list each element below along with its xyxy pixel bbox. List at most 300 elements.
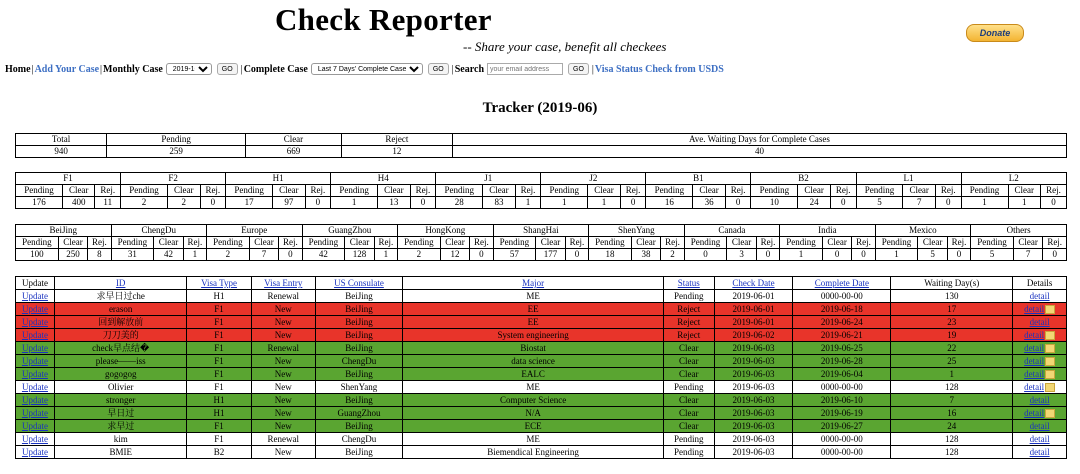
stat-group-name: ChengDu <box>111 225 207 237</box>
case-major: data science <box>403 355 664 368</box>
visa-type-stats-table <box>15 172 1067 209</box>
case-consulate: ShenYang <box>315 381 402 394</box>
case-visa: H1 <box>187 394 251 407</box>
case-major: ECE <box>403 420 664 433</box>
detail-link[interactable]: detail <box>1024 304 1045 314</box>
stat-value: 2 <box>398 249 441 261</box>
column-header[interactable] <box>251 277 315 290</box>
case-wait: 130 <box>891 290 1013 303</box>
note-icon[interactable] <box>1045 344 1055 353</box>
column-sort-link[interactable]: Check Date <box>732 278 775 288</box>
update-link[interactable]: Update <box>21 421 48 431</box>
search-email-input[interactable] <box>487 63 563 75</box>
detail-link[interactable]: detail <box>1029 317 1050 327</box>
note-icon[interactable] <box>1045 409 1055 418</box>
note-icon[interactable] <box>1045 383 1055 392</box>
cases-table <box>15 276 1067 459</box>
case-entry: Renewal <box>251 433 315 446</box>
summary-header: Clear <box>245 134 341 146</box>
stat-sub-header: Clear <box>440 237 470 249</box>
stat-value: 1 <box>875 249 918 261</box>
stat-value: 12 <box>440 249 470 261</box>
table-row <box>16 329 1067 342</box>
case-complete: 2019-06-18 <box>793 303 891 316</box>
stat-sub-header: Clear <box>58 237 88 249</box>
case-visa: F1 <box>187 433 251 446</box>
update-link[interactable]: Update <box>21 434 48 444</box>
case-entry: New <box>251 446 315 459</box>
update-cell <box>16 316 55 329</box>
stat-sub-header: Rej. <box>756 237 779 249</box>
stat-group-name: HongKong <box>398 225 494 237</box>
summary-header: Total <box>16 134 107 146</box>
case-complete: 0000-00-00 <box>793 290 891 303</box>
case-major: EE <box>403 316 664 329</box>
stat-value: 13 <box>378 197 410 209</box>
stat-value: 11 <box>95 197 121 209</box>
update-link[interactable]: Update <box>21 291 48 301</box>
stat-value: 1 <box>780 249 823 261</box>
stat-value: 3 <box>727 249 757 261</box>
summary-header: Pending <box>107 134 246 146</box>
case-visa: F1 <box>187 368 251 381</box>
stat-sub-header: Pending <box>121 185 168 197</box>
stat-sub-header: Clear <box>536 237 566 249</box>
nav-bar <box>5 62 724 76</box>
column-header[interactable] <box>664 277 714 290</box>
case-status: Clear <box>664 355 714 368</box>
details-cell <box>1013 303 1067 316</box>
case-id: check早点结� <box>54 342 187 355</box>
summary-value: 12 <box>341 146 452 158</box>
stat-value: 1 <box>1008 197 1040 209</box>
case-status: Reject <box>664 303 714 316</box>
case-consulate: GuangZhou <box>315 407 402 420</box>
case-status: Clear <box>664 420 714 433</box>
update-link[interactable]: Update <box>21 304 48 314</box>
monthly-case-label: Monthly Case <box>103 63 163 75</box>
search-go-button[interactable]: GO <box>568 63 589 75</box>
case-status: Pending <box>664 433 714 446</box>
stat-sub-header: Pending <box>226 185 273 197</box>
stat-sub-header: Rej. <box>374 237 397 249</box>
case-status: Clear <box>664 342 714 355</box>
update-link[interactable]: Update <box>21 408 48 418</box>
stat-group-name: F1 <box>16 173 121 185</box>
column-sort-link[interactable]: Major <box>522 278 545 288</box>
case-wait: 7 <box>891 394 1013 407</box>
detail-link[interactable]: detail <box>1024 408 1045 418</box>
stat-group-name: Others <box>971 225 1067 237</box>
stat-value: 24 <box>798 197 830 209</box>
stat-value: 177 <box>536 249 566 261</box>
detail-link[interactable]: detail <box>1029 395 1050 405</box>
case-status: Clear <box>664 368 714 381</box>
stat-sub-header: Rej. <box>410 185 436 197</box>
stat-group-name: J1 <box>436 173 541 185</box>
stat-group-name: Canada <box>684 225 780 237</box>
table-row <box>16 342 1067 355</box>
update-cell <box>16 368 55 381</box>
case-visa: F1 <box>187 355 251 368</box>
stat-sub-header: Clear <box>168 185 200 197</box>
case-wait: 19 <box>891 329 1013 342</box>
case-status: Pending <box>664 290 714 303</box>
stat-group-name: B1 <box>646 173 751 185</box>
stat-value: 0 <box>725 197 751 209</box>
case-id: 刀刀美的 <box>54 329 187 342</box>
search-label: Search <box>454 63 485 75</box>
case-id: BMIE <box>54 446 187 459</box>
monthly-case-select[interactable] <box>166 63 212 75</box>
nav-home[interactable]: Home <box>5 63 31 75</box>
update-cell <box>16 355 55 368</box>
stat-value: 0 <box>852 249 875 261</box>
case-entry: New <box>251 368 315 381</box>
complete-go-button[interactable]: GO <box>428 63 449 75</box>
stat-sub-header: Pending <box>541 185 588 197</box>
stat-sub-header: Pending <box>751 185 798 197</box>
complete-case-label: Complete Case <box>243 63 308 75</box>
update-cell <box>16 420 55 433</box>
detail-link[interactable]: detail <box>1029 434 1050 444</box>
column-header[interactable] <box>714 277 793 290</box>
table-row <box>16 303 1067 316</box>
case-major: N/A <box>403 407 664 420</box>
case-complete: 2019-06-27 <box>793 420 891 433</box>
stat-sub-header: Pending <box>856 185 903 197</box>
stat-sub-header: Clear <box>483 185 515 197</box>
note-icon[interactable] <box>1045 370 1055 379</box>
case-wait: 1 <box>891 368 1013 381</box>
column-header: Update <box>16 277 55 290</box>
details-cell <box>1013 290 1067 303</box>
stat-group-name: H4 <box>331 173 436 185</box>
nav-separator: | <box>451 63 454 75</box>
stat-sub-header: Pending <box>207 237 250 249</box>
stat-value: 0 <box>565 249 588 261</box>
case-complete: 2019-06-25 <box>793 342 891 355</box>
case-visa: F1 <box>187 342 251 355</box>
page-title: Check Reporter <box>275 2 492 37</box>
stat-value: 1 <box>961 197 1008 209</box>
stat-value: 1 <box>588 197 620 209</box>
stat-value: 7 <box>1013 249 1043 261</box>
case-consulate: BeiJing <box>315 368 402 381</box>
details-cell <box>1013 407 1067 420</box>
stat-value: 0 <box>756 249 779 261</box>
stat-sub-header: Clear <box>1013 237 1043 249</box>
case-id: 早日过 <box>54 407 187 420</box>
case-major: EE <box>403 303 664 316</box>
stat-value: 42 <box>302 249 345 261</box>
update-cell <box>16 381 55 394</box>
stat-value: 28 <box>436 197 483 209</box>
update-cell <box>16 303 55 316</box>
stat-value: 0 <box>200 197 226 209</box>
stat-value: 31 <box>111 249 154 261</box>
update-link[interactable]: Update <box>21 317 48 327</box>
stat-value: 5 <box>971 249 1014 261</box>
column-header[interactable] <box>403 277 664 290</box>
nav-separator: | <box>100 63 103 75</box>
stat-sub-header: Rej. <box>470 237 493 249</box>
detail-link[interactable]: detail <box>1029 291 1050 301</box>
stat-value: 0 <box>822 249 852 261</box>
table-row <box>16 446 1067 459</box>
column-sort-link[interactable]: Complete Date <box>814 278 869 288</box>
update-cell <box>16 407 55 420</box>
consulate-stats-table <box>15 224 1067 261</box>
case-entry: New <box>251 394 315 407</box>
case-id: Olivier <box>54 381 187 394</box>
case-complete: 2019-06-28 <box>793 355 891 368</box>
case-visa: F1 <box>187 303 251 316</box>
nav-add-case-link[interactable]: Add Your Case <box>34 63 100 75</box>
stat-sub-header: Pending <box>16 237 59 249</box>
case-check: 2019-06-03 <box>714 355 793 368</box>
stat-value: 97 <box>273 197 305 209</box>
stat-value: 0 <box>947 249 970 261</box>
case-entry: New <box>251 407 315 420</box>
table-row <box>16 394 1067 407</box>
table-row <box>16 368 1067 381</box>
case-check: 2019-06-02 <box>714 329 793 342</box>
stat-sub-header: Clear <box>154 237 184 249</box>
update-link[interactable]: Update <box>21 343 48 353</box>
case-entry: New <box>251 355 315 368</box>
stat-value: 2 <box>168 197 200 209</box>
case-wait: 23 <box>891 316 1013 329</box>
column-sort-link[interactable]: ID <box>115 278 126 288</box>
update-link[interactable]: Update <box>21 382 48 392</box>
detail-link[interactable]: detail <box>1029 447 1050 457</box>
case-entry: New <box>251 420 315 433</box>
case-major: Biemendical Engineering <box>403 446 664 459</box>
detail-link[interactable]: detail <box>1024 356 1045 366</box>
stat-value: 1 <box>541 197 588 209</box>
stat-sub-header: Clear <box>693 185 725 197</box>
case-consulate: ChengDu <box>315 433 402 446</box>
stat-group-name: Europe <box>207 225 303 237</box>
stat-value: 1 <box>331 197 378 209</box>
column-sort-link[interactable]: Visa Entry <box>264 278 303 288</box>
visa-status-link[interactable]: Visa Status Check from USDS <box>594 63 724 75</box>
stat-sub-header: Rej. <box>200 185 226 197</box>
case-consulate: BeiJing <box>315 316 402 329</box>
case-entry: Renewal <box>251 342 315 355</box>
stat-sub-header: Rej. <box>852 237 875 249</box>
summary-value: 259 <box>107 146 246 158</box>
stat-sub-header: Clear <box>249 237 279 249</box>
case-entry: New <box>251 316 315 329</box>
case-major: System engineering <box>403 329 664 342</box>
details-cell <box>1013 368 1067 381</box>
table-row <box>16 381 1067 394</box>
case-id: 求早过 <box>54 420 187 433</box>
details-cell <box>1013 329 1067 342</box>
stat-value: 2 <box>661 249 684 261</box>
case-entry: Renewal <box>251 290 315 303</box>
summary-value: 40 <box>452 146 1066 158</box>
page-subtitle: -- Share your case, benefit all checkees <box>463 39 667 54</box>
detail-link[interactable]: detail <box>1024 369 1045 379</box>
stat-sub-header: Pending <box>971 237 1014 249</box>
stat-group-name: J2 <box>541 173 646 185</box>
column-header[interactable] <box>315 277 402 290</box>
table-row <box>16 290 1067 303</box>
case-id: 回到解放前 <box>54 316 187 329</box>
nav-separator: | <box>31 63 34 75</box>
stat-group-name: BeiJing <box>16 225 112 237</box>
monthly-go-button[interactable]: GO <box>217 63 238 75</box>
details-cell <box>1013 433 1067 446</box>
case-check: 2019-06-03 <box>714 446 793 459</box>
stat-sub-header: Pending <box>436 185 483 197</box>
stat-sub-header: Pending <box>331 185 378 197</box>
case-wait: 17 <box>891 303 1013 316</box>
stat-value: 5 <box>856 197 903 209</box>
column-header[interactable] <box>793 277 891 290</box>
stat-value: 0 <box>935 197 961 209</box>
detail-link[interactable]: detail <box>1024 382 1045 392</box>
update-cell <box>16 433 55 446</box>
stat-value: 0 <box>305 197 331 209</box>
stat-sub-header: Pending <box>780 237 823 249</box>
case-check: 2019-06-03 <box>714 381 793 394</box>
stat-value: 0 <box>1041 197 1067 209</box>
stat-sub-header: Clear <box>378 185 410 197</box>
stat-value: 2 <box>207 249 250 261</box>
case-wait: 24 <box>891 420 1013 433</box>
stat-group-name: GuangZhou <box>302 225 398 237</box>
case-major: Biostat <box>403 342 664 355</box>
update-link[interactable]: Update <box>21 369 48 379</box>
update-cell <box>16 446 55 459</box>
case-consulate: BeiJing <box>315 290 402 303</box>
stat-group-name: Mexico <box>875 225 971 237</box>
detail-link[interactable]: detail <box>1029 421 1050 431</box>
column-header[interactable] <box>187 277 251 290</box>
stat-value: 7 <box>249 249 279 261</box>
case-check: 2019-06-03 <box>714 368 793 381</box>
column-sort-link[interactable]: Visa Type <box>201 278 238 288</box>
case-check: 2019-06-03 <box>714 394 793 407</box>
update-cell <box>16 394 55 407</box>
case-visa: F1 <box>187 329 251 342</box>
details-cell <box>1013 394 1067 407</box>
update-link[interactable]: Update <box>21 395 48 405</box>
stat-value: 100 <box>16 249 59 261</box>
note-icon[interactable] <box>1045 305 1055 314</box>
case-status: Clear <box>664 394 714 407</box>
case-consulate: ChengDu <box>315 355 402 368</box>
stat-value: 0 <box>830 197 856 209</box>
case-check: 2019-06-03 <box>714 407 793 420</box>
stat-value: 0 <box>684 249 727 261</box>
column-sort-link[interactable]: Status <box>677 278 700 288</box>
case-complete: 0000-00-00 <box>793 446 891 459</box>
stat-sub-header: Pending <box>646 185 693 197</box>
stat-sub-header: Rej. <box>620 185 646 197</box>
case-visa: F1 <box>187 316 251 329</box>
note-icon[interactable] <box>1045 357 1055 366</box>
detail-link[interactable]: detail <box>1024 343 1045 353</box>
stat-sub-header: Rej. <box>88 237 111 249</box>
column-header[interactable] <box>54 277 187 290</box>
update-link[interactable]: Update <box>21 447 48 457</box>
case-consulate: BeiJing <box>315 342 402 355</box>
case-wait: 128 <box>891 381 1013 394</box>
stat-group-name: ShangHai <box>493 225 589 237</box>
stat-sub-header: Clear <box>918 237 948 249</box>
stat-sub-header: Pending <box>875 237 918 249</box>
stat-value: 57 <box>493 249 536 261</box>
stat-group-name: B2 <box>751 173 856 185</box>
case-consulate: BeiJing <box>315 420 402 433</box>
stat-sub-header: Clear <box>631 237 661 249</box>
case-complete: 2019-06-10 <box>793 394 891 407</box>
table-row <box>16 316 1067 329</box>
stat-group-name: India <box>780 225 876 237</box>
stat-sub-header: Rej. <box>565 237 588 249</box>
stat-sub-header: Rej. <box>1043 237 1067 249</box>
update-link[interactable]: Update <box>21 356 48 366</box>
case-wait: 128 <box>891 433 1013 446</box>
stat-value: 17 <box>226 197 273 209</box>
stat-value: 0 <box>410 197 436 209</box>
stat-sub-header: Rej. <box>830 185 856 197</box>
stat-sub-header: Pending <box>302 237 345 249</box>
stat-value: 42 <box>154 249 184 261</box>
stat-value: 18 <box>589 249 632 261</box>
stat-sub-header: Pending <box>961 185 1008 197</box>
stat-group-name: L2 <box>961 173 1066 185</box>
case-check: 2019-06-01 <box>714 316 793 329</box>
case-consulate: BeiJing <box>315 303 402 316</box>
details-cell <box>1013 342 1067 355</box>
stat-group-name: F2 <box>121 173 226 185</box>
donate-button[interactable]: Donate <box>966 24 1024 42</box>
stat-sub-header: Pending <box>684 237 727 249</box>
case-wait: 16 <box>891 407 1013 420</box>
case-id: 求早日过che <box>54 290 187 303</box>
case-complete: 2019-06-21 <box>793 329 891 342</box>
case-complete: 2019-06-04 <box>793 368 891 381</box>
case-major: ME <box>403 433 664 446</box>
stat-value: 1 <box>515 197 541 209</box>
complete-case-select[interactable] <box>311 63 423 75</box>
tracker-title: Tracker (2019-06) <box>482 100 598 116</box>
update-link[interactable]: Update <box>21 330 48 340</box>
stat-value: 7 <box>903 197 935 209</box>
stat-sub-header: Clear <box>273 185 305 197</box>
case-entry: New <box>251 329 315 342</box>
stat-sub-header: Clear <box>1008 185 1040 197</box>
detail-link[interactable]: detail <box>1024 330 1045 340</box>
stat-sub-header: Pending <box>398 237 441 249</box>
case-consulate: BeiJing <box>315 329 402 342</box>
table-row <box>16 407 1067 420</box>
table-row <box>16 355 1067 368</box>
stat-value: 1 <box>183 249 206 261</box>
case-status: Clear <box>664 407 714 420</box>
stat-value: 16 <box>646 197 693 209</box>
column-sort-link[interactable]: US Consulate <box>334 278 384 288</box>
stat-value: 1 <box>374 249 397 261</box>
stat-value: 2 <box>121 197 168 209</box>
note-icon[interactable] <box>1045 331 1055 340</box>
